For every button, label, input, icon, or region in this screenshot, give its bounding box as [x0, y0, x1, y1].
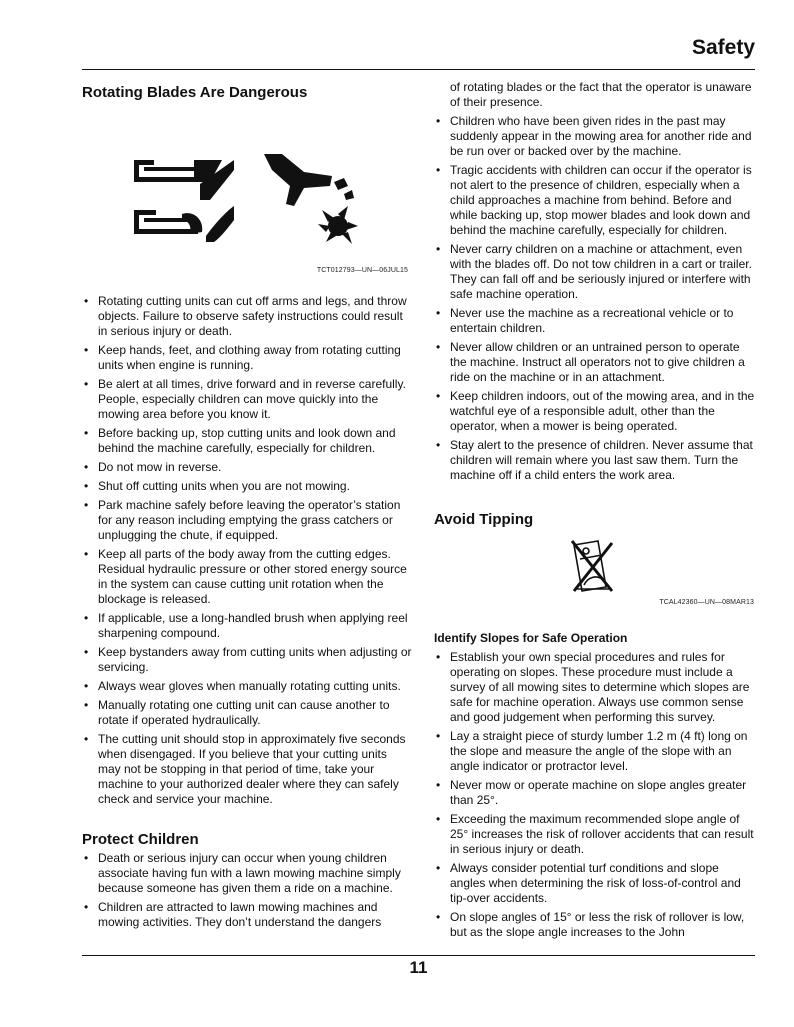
- section-heading-rotating-blades: Rotating Blades Are Dangerous: [82, 84, 308, 101]
- list-item: • Shut off cutting units when you are not mowing.: [82, 479, 412, 494]
- list-item: • Always consider potential turf conditions and slope angles when determining the risk of loss-of-control and tip-over accidents.: [434, 861, 756, 906]
- list-item: • Do not mow in reverse.: [82, 460, 412, 475]
- list-item: • Manually rotating one cutting unit can cause another to rotate if operated hydraulically.: [82, 698, 412, 728]
- right-column: [434, 80, 756, 944]
- section-heading-protect-children: Protect Children: [82, 831, 199, 848]
- rotating-blades-figure: [82, 102, 412, 274]
- list-item: • Always wear gloves when manually rotating cutting units.: [82, 679, 412, 694]
- list-item: • Establish your own special procedures and rules for operating on slopes. These procedure must include a survey of all mowing sites to determine which slopes are safe for machine operation. Always use common sense and good judgement when performing this survey.: [434, 650, 756, 725]
- list-item: • Children who have been given rides in the past may suddenly appear in the mowing area for another ride and be run over or backed over by the machine.: [434, 114, 756, 159]
- left-column: [82, 80, 412, 934]
- page-number: 11: [409, 958, 428, 977]
- list-item: • Rotating cutting units can cut off arms and legs, and throw objects. Failure to observe safety instructions could result in serious injury or death.: [82, 294, 412, 339]
- page-title: Safety: [691, 36, 755, 59]
- list-item: • Park machine safely before leaving the operator’s station for any reason including emptying the grass catchers or unplugging the chute, if equipped.: [82, 498, 412, 543]
- list-item: • On slope angles of 15° or less the risk of rollover is low, but as the slope angle increases to the John: [434, 910, 756, 940]
- tipping-warning-icon: [434, 529, 756, 601]
- list-item: • Before backing up, stop cutting units and look down and behind the machine carefully, especially for children.: [82, 426, 412, 456]
- protect-children-list: [82, 851, 412, 930]
- list-item: • Keep hands, feet, and clothing away from rotating cutting units when engine is running.: [82, 343, 412, 373]
- figure-code-rotating-blades: TCT012793—UN—06JUL15: [316, 267, 408, 274]
- rotating-blades-warning-icon: [82, 102, 412, 262]
- list-item: • Keep children indoors, out of the mowing area, and in the watchful eye of a responsible adult, other than the operator, when a mower is being operated.: [434, 389, 756, 434]
- list-item: • Never use the machine as a recreational vehicle or to entertain children.: [434, 306, 756, 336]
- list-item: • The cutting unit should stop in approximately five seconds when disengaged. If you believe that your cutting units may not be stopping in that period of time, take your machine to your authorized dealer where they can safely check and service your machine.: [82, 732, 412, 807]
- list-item: • Never mow or operate machine on slope angles greater than 25°.: [434, 778, 756, 808]
- list-item: • Tragic accidents with children can occur if the operator is not alert to the presence of children, especially when a child approaches a machine from behind. Before and while backing up, stop mower blades and look down and behind the machine carefully, especially for children.: [434, 163, 756, 238]
- list-item: • Be alert at all times, drive forward and in reverse carefully. People, especially children can move quickly into the mowing area before you know it.: [82, 377, 412, 422]
- list-item: • Death or serious injury can occur when young children associate having fun with a lawn mowing machine simply because someone has given them a ride on a machine.: [82, 851, 412, 896]
- footer-rule: [82, 955, 755, 956]
- protect-children-list-continued: [434, 114, 756, 483]
- list-item: • Keep bystanders away from cutting units when adjusting or servicing.: [82, 645, 412, 675]
- list-item: • Lay a straight piece of sturdy lumber 1.2 m (4 ft) long on the slope and measure the angle of the slope with an angle indicator or protractor level.: [434, 729, 756, 774]
- subheading-identify-slopes: Identify Slopes for Safe Operation: [434, 631, 628, 645]
- continued-text: of rotating blades or the fact that the operator is unaware of their presence.: [450, 80, 752, 109]
- list-item: • Never allow children or an untrained person to operate the machine. Instruct all operators not to give children a ride on the machine or in an attachment.: [434, 340, 756, 385]
- list-item: • Stay alert to the presence of children. Never assume that children will remain where you last saw them. Turn the machine off if a child enters the work area.: [434, 438, 756, 483]
- list-item: • Never carry children on a machine or attachment, even with the blades off. Do not tow children in a cart or trailer. They can fall off and be seriously injured or interfere with safe machine operation.: [434, 242, 756, 302]
- list-item: • If applicable, use a long-handled brush when applying reel sharpening compound.: [82, 611, 412, 641]
- header-rule: [82, 69, 755, 70]
- rotating-blades-list: [82, 294, 412, 807]
- avoid-tipping-list: [434, 650, 756, 940]
- section-heading-avoid-tipping: Avoid Tipping: [434, 511, 534, 528]
- avoid-tipping-figure: [434, 529, 756, 613]
- list-item: • Exceeding the maximum recommended slope angle of 25° increases the risk of rollover accidents that can result in serious injury or death.: [434, 812, 756, 857]
- figure-code-avoid-tipping: TCAL42360—UN—08MAR13: [659, 599, 754, 606]
- list-item: • Keep all parts of the body away from the cutting edges. Residual hydraulic pressure or other stored energy source in the system can cause cutting unit rotation when the blockage is released.: [82, 547, 412, 607]
- list-item: • Children are attracted to lawn mowing machines and mowing activities. They don’t understand the dangers: [82, 900, 412, 930]
